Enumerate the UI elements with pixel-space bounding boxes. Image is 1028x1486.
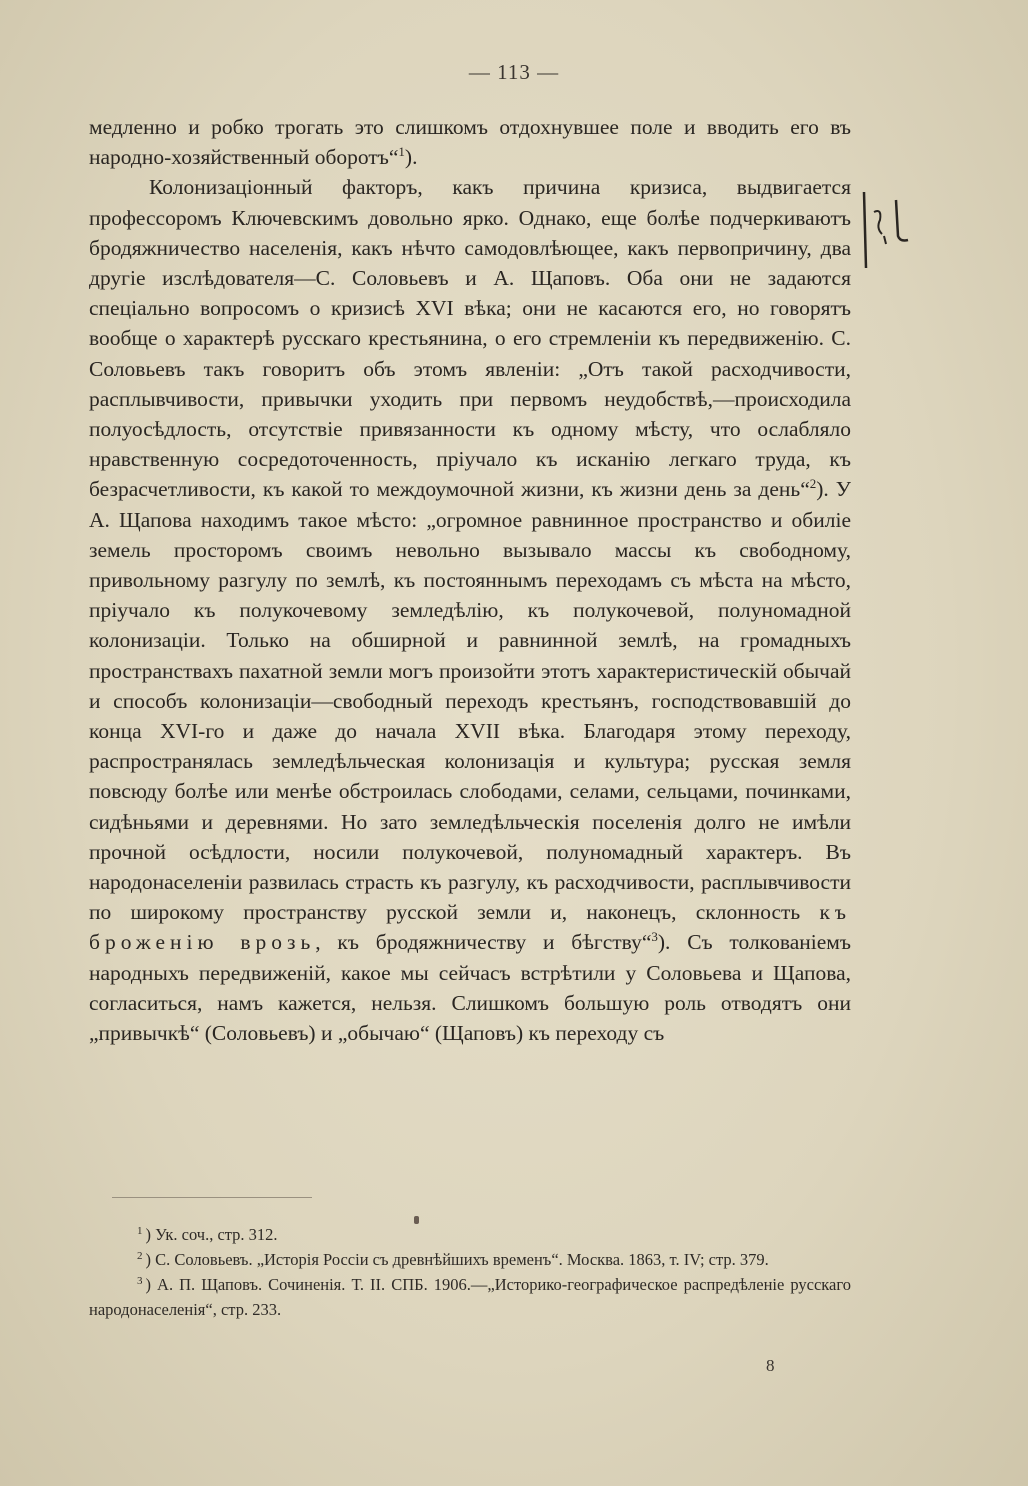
paragraph-2-part-4: ). Съ толкованіемъ народныхъ передвиженій, какое мы сейчасъ встрѣтили у Соловьева и Щапова, согласиться, намъ кажется, нельзя. Слишкомъ большую роль отводятъ они „привычкѣ“ (Соловьевъ) и „обычаю“ (Щаповъ) къ переходу съ (89, 930, 851, 1046)
paragraph-2-part-3: , къ бродяжничеству и бѣгству“ (315, 930, 652, 955)
footnote-ref-1[interactable]: 1 (398, 144, 405, 160)
footnote-2-text: ) С. Соловьевъ. „Исторія Россіи съ древнѣйшихъ временъ“. Москва. 1863, т. IV; стр. 379. (145, 1250, 769, 1269)
footnote-ref-3[interactable]: 3 (651, 929, 658, 945)
paragraph-1-text: медленно и робко трогать это слишкомъ отдохнувшее поле и вводить его въ народно-хозяйственный оборотъ“ (89, 115, 851, 170)
footnotes (89, 1222, 851, 1322)
paragraph-2-part-1: Колонизаціонный факторъ, какъ причина кризиса, выдвигается профессоромъ Ключевскимъ довольно ярко. Однако, еще болѣе подчеркиваютъ бродяжничество населенія, какъ нѣчто самодовлѣющее, какъ первопричину, два другіе изслѣдователя—С. Соловьевъ и А. Щаповъ. Оба они не задаются спеціально вопросомъ о кризисѣ XVI вѣка; они не касаются его, но говорятъ вообще о характерѣ русскаго крестьянина, о его стремленіи къ передвиженію. С. Соловьевъ такъ говоритъ объ этомъ явленіи: „Отъ такой расходчивости, расплывчивости, привычки уходить при первомъ неудобствѣ,—происходила полуосѣдлость, отсутствіе привязанности къ одному мѣсту, что ослабляло нравственную сосредоточенность, пріучало къ исканію легкаго труда, къ безрасчетливости, къ какой то междоумочной жизни, къ жизни день за день“ (89, 175, 851, 502)
margin-bracket-annotation (862, 190, 922, 270)
footnote-divider (112, 1197, 312, 1198)
footnote-ref-2[interactable]: 2 (809, 476, 817, 492)
paragraph-2 (89, 172, 851, 1048)
footnote-3 (89, 1272, 851, 1322)
emphasized-phrase: къ броженію врозь (89, 900, 852, 955)
footnote-3-mark: 3 (137, 1274, 143, 1287)
footnote-2-mark: 2 (137, 1249, 143, 1262)
paragraph-1 (89, 112, 851, 172)
page-number: — 113 — (468, 60, 560, 84)
paragraph-2-part-2: ). У А. Щапова находимъ такое мѣсто: „огромное равнинное пространство и обиліе земель просторомъ своимъ невольно вызывало массы къ свободному, привольному разгулу по землѣ, къ постояннымъ переходамъ съ мѣста на мѣсто, пріучало къ полукочевому земледѣлію, къ полукочевой, полуномадной колонизаціи. Только на обширной и равнинной землѣ, на громадныхъ пространствахъ пахатной земли могъ произойти этотъ характеристическій обычай и способъ колонизаціи—свободный переходъ крестьянъ, господствовавшій до конца XVI-го и даже до начала XVII вѣка. Благодаря этому переходу, распространялась земледѣльческая колонизація и культура; русская земля повсюду болѣе или менѣе обстроилась слободами, селами, сельцами, починками, сидѣньями и деревнями. Но зато земледѣльческія поселенія долго не имѣли прочной осѣдлости, носили полукочевой, полуномадный характеръ. Въ народонаселеніи развилась страсть къ разгулу, къ расходчивости, расплывчивости по широкому пространству русской земли и, наконецъ, склонность (89, 477, 851, 925)
footnote-1 (89, 1222, 851, 1247)
main-text (89, 112, 851, 1048)
footnote-1-text: ) Ук. соч., стр. 312. (145, 1225, 278, 1244)
footnote-1-mark: 1 (137, 1224, 143, 1237)
footnote-2 (89, 1247, 851, 1272)
paragraph-1-end: ). (404, 145, 418, 170)
printer-signature: 8 (766, 1356, 775, 1375)
footnote-3-text: ) А. П. Щаповъ. Сочиненія. Т. II. СПБ. 1906.—„Историко-географическое распредѣленіе русскаго народонаселенія“, стр. 233. (89, 1275, 851, 1319)
